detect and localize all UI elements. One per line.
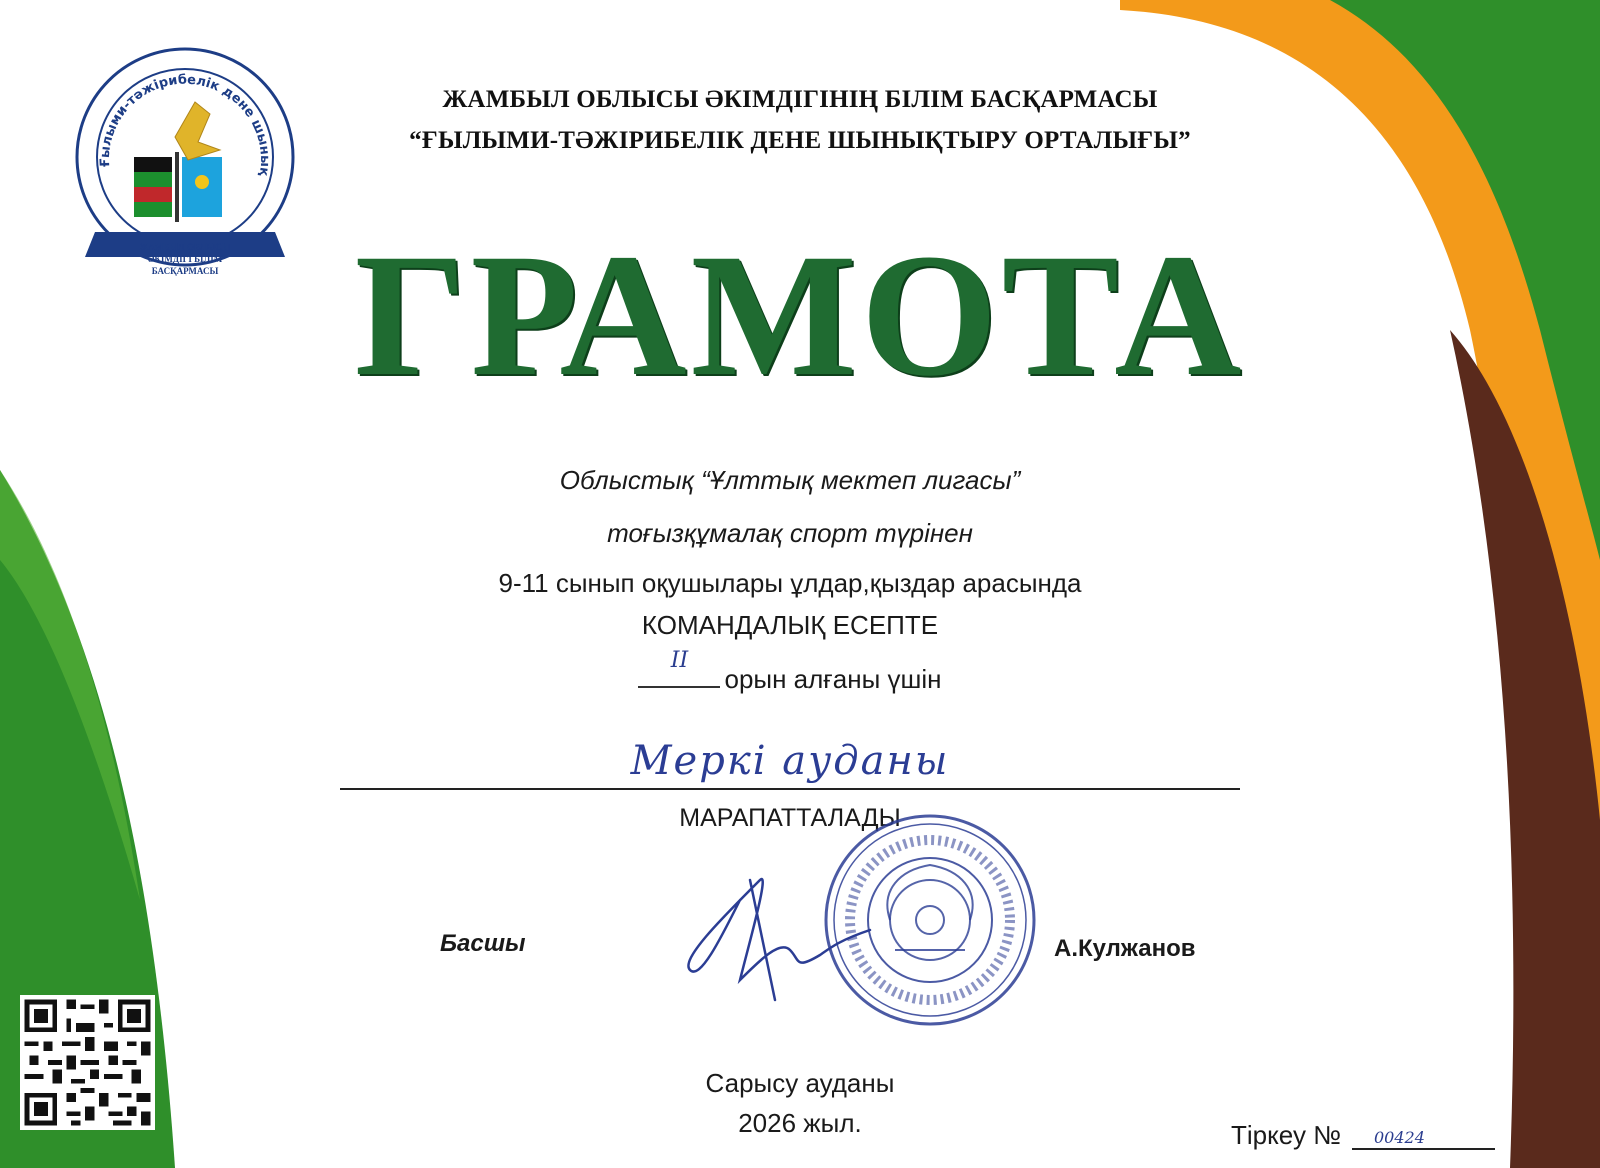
registration-number: 00424 [1374, 1128, 1425, 1147]
signer-role: Басшы [440, 930, 526, 957]
certificate-title: ГРАМОТА [354, 218, 1246, 413]
logo-caption-line1: ЖАМБЫЛ ОБЛЫСЫ [139, 242, 231, 252]
awardee-underline [340, 788, 1240, 790]
footer-place: Сарысу ауданы [705, 1068, 895, 1098]
awardee-name: Меркі ауданы [630, 738, 950, 784]
registration-underline [1352, 1148, 1495, 1150]
registration-label: Тіркеу № [1231, 1120, 1342, 1150]
logo-caption-line3: БАСҚАРМАСЫ [151, 266, 219, 276]
place-blank [638, 648, 720, 688]
awarded-label: МАРАПАТТАЛАДЫ [679, 804, 901, 832]
signer-name: А.Кулжанов [1054, 935, 1196, 962]
qr-code-icon [20, 995, 155, 1130]
body-line-1: Облыстық “Ұлттық мектеп лигасы” [559, 465, 1021, 495]
logo-ring-text: Ғылыми-тәжірибелік дене шынық [97, 72, 273, 178]
place-line [400, 648, 1180, 695]
place-value: II [670, 648, 689, 673]
logo-emblem-icon [70, 42, 300, 272]
logo-caption-line2: ӘКІМДІГІ БІЛІМ [147, 254, 223, 264]
body-line-2: тоғызқұмалақ спорт түрінен [607, 518, 973, 548]
body-line-3: 9-11 сынып оқушылары ұлдар,қыздар арасында [498, 568, 1082, 598]
organization-logo [70, 42, 300, 292]
place-suffix: орын алғаны үшін [724, 664, 942, 694]
header-line-2: “ҒЫЛЫМИ-ТӘЖІРИБЕЛІК ДЕНЕ ШЫНЫҚТЫРУ ОРТАЛЫҒЫ” [409, 127, 1191, 154]
header-line-1: ЖАМБЫЛ ОБЛЫСЫ ӘКІМДІГІНІҢ БІЛІМ БАСҚАРМАСЫ [442, 86, 1158, 113]
official-seal-icon [820, 810, 1040, 1030]
body-line-4: КОМАНДАЛЫҚ ЕСЕПТЕ [641, 610, 939, 640]
footer-year: 2026 жыл. [738, 1108, 862, 1138]
